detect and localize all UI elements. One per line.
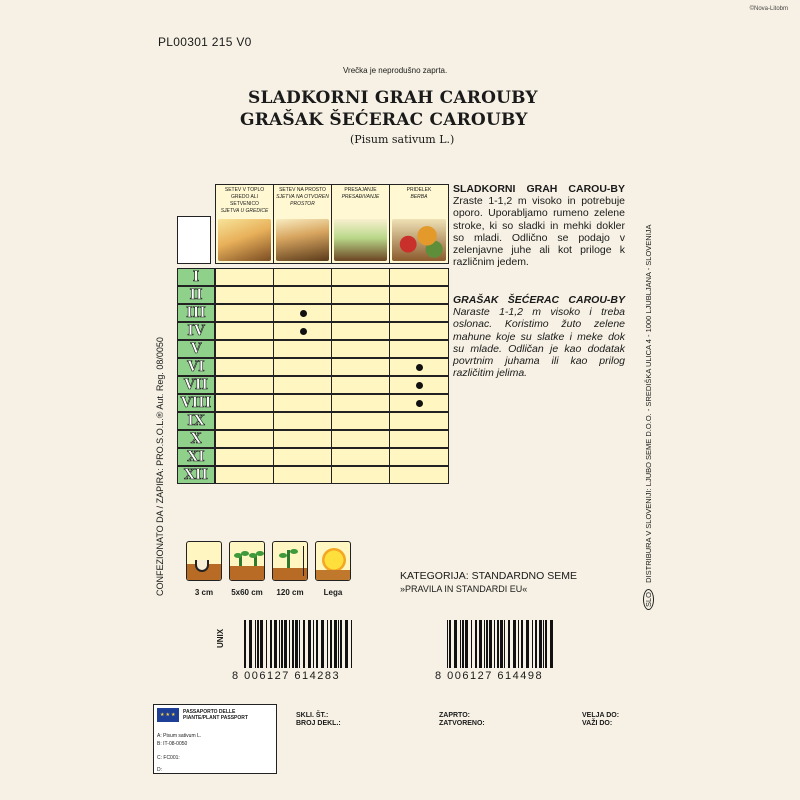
growing-icons: [182, 541, 360, 603]
barcode-bar: [465, 620, 468, 668]
calendar-cell: [273, 376, 332, 394]
spacing-icon: [229, 541, 265, 581]
barcode-bar: [513, 620, 516, 668]
calendar-cell: [273, 286, 332, 304]
calendar-cell: [273, 322, 332, 340]
calendar-row: [177, 376, 449, 394]
barcode-bar: [270, 620, 272, 668]
zaprto-label: ZAPRTO:: [439, 712, 470, 719]
calendar-cell: [273, 412, 332, 430]
barcode-1-number: 8 006127 614283: [232, 670, 341, 682]
barcode-bar: [249, 620, 252, 668]
calendar-cell: [331, 448, 390, 466]
month-label: VIII: [177, 394, 215, 412]
barcode-bar: [279, 620, 280, 668]
transplanting-image: [334, 219, 387, 261]
calendar-cell: [389, 286, 449, 304]
calendar-mark-dot: [416, 400, 423, 407]
month-label: VI: [177, 358, 215, 376]
calendar-cell: [273, 466, 332, 484]
passport-b: B: IT-08-0050: [157, 741, 188, 747]
barcode-bar: [284, 620, 287, 668]
calendar-cell: [331, 430, 390, 448]
unix-label: UNIX: [216, 628, 225, 648]
calendar-cell: [215, 376, 274, 394]
calendar-cell: [389, 412, 449, 430]
barcode-bar: [266, 620, 267, 668]
calendar-cell: [215, 412, 274, 430]
height-label: 120 cm: [276, 588, 304, 597]
calendar-cell: [273, 448, 332, 466]
barcode-bar: [479, 620, 482, 668]
barcode-bar: [489, 620, 492, 668]
greenhouse-sowing-image: [218, 219, 271, 261]
barcode-bar: [504, 620, 505, 668]
calendar-cell: [331, 322, 390, 340]
passport-a: A: Pisum sativum L.: [157, 733, 202, 739]
barcode-bar: [471, 620, 472, 668]
col-header-sublabel: PRESAĐIVANJE: [341, 194, 380, 200]
skli-label: SKLI. ŠT.:: [296, 712, 329, 719]
calendar-corner: [177, 216, 211, 264]
calendar-mark-dot: [416, 382, 423, 389]
title-slovenian: SLADKORNI GRAH CAROUBY: [248, 88, 538, 108]
calendar-row: [177, 358, 449, 376]
barcode-bar: [289, 620, 290, 668]
calendar-cell: [331, 286, 390, 304]
calendar-cell: [273, 394, 332, 412]
calendar-cell: [273, 430, 332, 448]
calendar-cell: [215, 322, 274, 340]
barcode-svg: [447, 620, 557, 668]
distributor-info-vertical: [644, 224, 653, 610]
barcode-bar: [257, 620, 259, 668]
barcode-bar: [521, 620, 523, 668]
desc-sl-text: Zraste 1-1,2 m visoko in potrebuje oporo. Uporabljamo rumeno zelene stroke, ki so sladki in mehki dokler so mladi. Odlično se podajo v zelenjavne juhe ali kot priloge k različnim jedem.: [453, 195, 625, 269]
calendar-cell: [215, 340, 274, 358]
direct-sowing-image: [276, 219, 329, 261]
desc-hr-name: GRAŠAK ŠEĆERAC CAROU-BY: [453, 294, 625, 306]
harvest-image: [392, 219, 446, 261]
vazi-label: VAŽI DO:: [582, 720, 613, 727]
copyright-text: ©Nova-Litobm: [749, 6, 788, 12]
month-label: I: [177, 268, 215, 286]
depth-label: 3 cm: [194, 588, 214, 597]
month-label: III: [177, 304, 215, 322]
desc-sl-name: SLADKORNI GRAH CAROU-BY: [453, 183, 625, 195]
barcode-2-number: 8 006127 614498: [435, 670, 544, 682]
title-croatian: GRAŠAK ŠEĆERAC CAROUBY: [240, 110, 528, 130]
calendar-cell: [215, 304, 274, 322]
passport-title: PASSAPORTO DELLE PIANTE/PLANT PASSPORT: [183, 709, 248, 721]
calendar-mark-dot: [416, 364, 423, 371]
latin-name: (Pisum sativum L.): [350, 133, 455, 146]
barcode-bars: [447, 620, 557, 668]
col-header-sublabel: SJETVA U GREDICE: [220, 208, 269, 214]
calendar-cell: [215, 268, 274, 286]
eu-flag-icon: [157, 708, 179, 722]
distributor-badge: SLO: [643, 589, 654, 610]
passport-c: C: FC001:: [157, 755, 180, 761]
col-header-greenhouse: [215, 184, 274, 264]
calendar-cell: [273, 268, 332, 286]
barcode-bar: [484, 620, 485, 668]
month-label: II: [177, 286, 215, 304]
barcode-bar: [475, 620, 477, 668]
barcode-bar: [338, 620, 339, 668]
barcode-bar: [330, 620, 332, 668]
calendar-cell: [273, 358, 332, 376]
barcode-bar: [532, 620, 533, 668]
barcode-bar: [327, 620, 328, 668]
zatvoreno-label: ZATVORENO:: [439, 720, 485, 727]
description-croatian: [453, 294, 625, 379]
barcode-bar: [313, 620, 314, 668]
barcode-bar: [345, 620, 348, 668]
barcode-bar: [316, 620, 318, 668]
distributor-text: DISTRIBURA V SLOVENIJI: LJUBO SEME D.O.O. - SREDIŠKA ULICA 4 - 1000 LJUBLJANA - SLOVENIJA: [644, 224, 653, 583]
col-header-label: PRIDELEK: [406, 187, 432, 193]
desc-hr-text: Naraste 1-1,2 m visoko i treba oslonac. Koristimo žuto zelene mahune koje su slatke i meke dok su mlade. Odličan je kao dodatak povrtnim juhama ili kao prilog različitim jelima.: [453, 306, 625, 380]
calendar-mark-dot: [300, 310, 307, 317]
col-header-transplanting: [331, 184, 390, 264]
calendar-cell: [215, 466, 274, 484]
barcode-bar: [508, 620, 510, 668]
category-text: KATEGORIJA: STANDARDNO SEME: [400, 570, 577, 582]
calendar-row: [177, 322, 449, 340]
packer-info-vertical: CONFEZIONATO DA / ZAPIRA: PRO.S.O.L.® Aut. Reg. 08/0050: [155, 337, 165, 596]
calendar-row: [177, 430, 449, 448]
calendar-cell: [273, 340, 332, 358]
calendar-cell: [331, 304, 390, 322]
barcode-bar: [260, 620, 263, 668]
calendar-cell: [389, 322, 449, 340]
calendar-row: [177, 448, 449, 466]
calendar-cell: [389, 358, 449, 376]
sun-position-icon: [315, 541, 351, 581]
barcode-bar: [299, 620, 300, 668]
barcode-bars: [244, 620, 354, 668]
calendar-cell: [331, 376, 390, 394]
barcode-bar: [500, 620, 503, 668]
description-slovenian: [453, 183, 625, 268]
calendar-cell: [215, 286, 274, 304]
barcode-bar: [497, 620, 499, 668]
product-code: PL00301 215 V0: [158, 35, 252, 49]
calendar-row: [177, 268, 449, 286]
category-subtext: »PRAVILA IN STANDARDI EU«: [400, 584, 528, 594]
broj-label: BROJ DEKL.:: [296, 720, 341, 727]
month-label: IV: [177, 322, 215, 340]
barcode-bar: [526, 620, 529, 668]
calendar-row: [177, 286, 449, 304]
calendar-cell: [215, 448, 274, 466]
col-header-label: PRESAJANJE: [344, 187, 377, 193]
month-label: XI: [177, 448, 215, 466]
calendar-cell: [389, 304, 449, 322]
month-label: VII: [177, 376, 215, 394]
barcode-bar: [449, 620, 451, 668]
calendar-cell: [215, 358, 274, 376]
month-label: V: [177, 340, 215, 358]
position-label: Lega: [323, 588, 343, 597]
calendar-row: [177, 340, 449, 358]
calendar-cell: [331, 340, 390, 358]
calendar-cell: [389, 268, 449, 286]
barcode-bar: [494, 620, 495, 668]
col-header-sublabel: SJETVA NA OTVOREN PROSTOR: [276, 194, 329, 207]
passport-d: D:: [157, 767, 162, 773]
barcode-bar: [454, 620, 457, 668]
calendar-cell: [215, 394, 274, 412]
barcode-bar: [486, 620, 488, 668]
barcode-svg: [244, 620, 354, 668]
barcode-bar: [550, 620, 553, 668]
calendar-row: [177, 304, 449, 322]
calendar-cell: [331, 394, 390, 412]
barcode-bar: [539, 620, 542, 668]
barcode-1: [232, 620, 362, 670]
barcode-bar: [321, 620, 324, 668]
depth-icon: [186, 541, 222, 581]
calendar-cell: [273, 304, 332, 322]
barcode-bar: [274, 620, 277, 668]
barcode-bar: [308, 620, 311, 668]
sowing-calendar: [177, 184, 449, 504]
barcode-bar: [244, 620, 246, 668]
barcode-bar: [292, 620, 294, 668]
month-label: X: [177, 430, 215, 448]
barcode-bar: [462, 620, 464, 668]
calendar-cell: [331, 412, 390, 430]
calendar-cell: [389, 466, 449, 484]
calendar-cell: [331, 358, 390, 376]
month-label: IX: [177, 412, 215, 430]
barcode-bar: [303, 620, 305, 668]
calendar-mark-dot: [300, 328, 307, 335]
col-header-label: SETEV NA PROSTO: [279, 187, 326, 193]
month-label: XII: [177, 466, 215, 484]
calendar-cell: [389, 376, 449, 394]
barcode-bar: [351, 620, 352, 668]
barcode-bar: [340, 620, 342, 668]
barcode-bar: [543, 620, 544, 668]
calendar-cell: [389, 430, 449, 448]
spacing-label: 5x60 cm: [231, 588, 263, 597]
calendar-cell: [331, 466, 390, 484]
plant-passport: [153, 704, 277, 774]
velja-label: VELJA DO:: [582, 712, 620, 719]
barcode-bar: [334, 620, 337, 668]
calendar-cell: [215, 430, 274, 448]
col-header-label: SETEV V TOPLO GREDO ALI SETVENICO: [224, 187, 265, 207]
sealed-note: Vrečka je neprodušno zaprta.: [343, 66, 448, 75]
barcode-bar: [255, 620, 256, 668]
barcode-bar: [281, 620, 283, 668]
calendar-row: [177, 466, 449, 484]
calendar-cell: [389, 340, 449, 358]
barcode-bar: [447, 620, 448, 668]
barcode-bar: [295, 620, 298, 668]
calendar-row: [177, 412, 449, 430]
col-header-harvest: [389, 184, 449, 264]
calendar-cell: [331, 268, 390, 286]
col-header-direct-sowing: [273, 184, 332, 264]
calendar-row: [177, 394, 449, 412]
calendar-cell: [389, 448, 449, 466]
barcode-bar: [545, 620, 547, 668]
barcode-bar: [460, 620, 461, 668]
barcode-2: [435, 620, 565, 670]
height-icon: [272, 541, 308, 581]
barcode-bar: [518, 620, 519, 668]
calendar-cell: [389, 394, 449, 412]
barcode-bar: [535, 620, 537, 668]
col-header-sublabel: BERBA: [410, 194, 428, 200]
